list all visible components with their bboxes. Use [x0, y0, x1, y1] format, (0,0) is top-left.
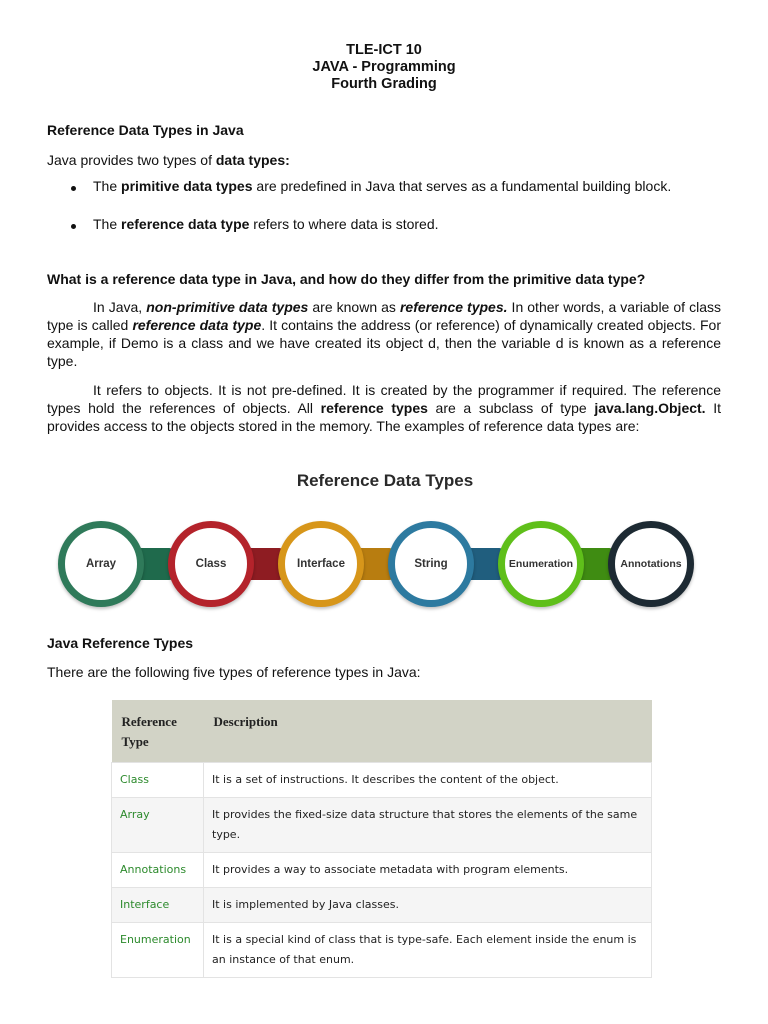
table-row — [112, 763, 652, 798]
section-title-question: What is a reference data type in Java, and how do they differ from the primitive data type? — [47, 271, 646, 287]
column-header-description: Description — [204, 700, 652, 763]
document-header — [0, 42, 768, 93]
diagram-node-enumeration: Enumeration — [498, 521, 584, 607]
type-cell: Annotations — [112, 853, 204, 888]
section-title-reference-data-types: Reference Data Types in Java — [47, 122, 244, 138]
reference-types-table — [111, 700, 652, 978]
five-types-paragraph: There are the following five types of reference types in Java: — [47, 664, 421, 680]
bullet-primitive: The primitive data types are predefined in Java that serves as a fundamental building block. — [93, 178, 672, 194]
table-row — [112, 923, 652, 978]
diagram-node-interface: Interface — [278, 521, 364, 607]
diagram-node-class: Class — [168, 521, 254, 607]
reference-data-types-diagram — [55, 465, 705, 615]
diagram-title: Reference Data Types — [296, 471, 474, 490]
description-cell: It is a set of instructions. It describes the content of the object. — [204, 763, 652, 798]
diagram-node-array: Array — [58, 521, 144, 607]
diagram-node-annotations: Annotations — [608, 521, 694, 607]
table-row — [112, 888, 652, 923]
type-cell: Enumeration — [112, 923, 204, 978]
paragraph-non-primitive: In Java, non-primitive data types are known as reference types. In other words, a variable of class type is called reference data type. It contains the address (or reference) of dynamically created objects. For example, if Demo is a class and we have created its object d, then the variable d is known as a reference type. — [47, 299, 721, 369]
type-cell: Interface — [112, 888, 204, 923]
intro-paragraph: Java provides two types of data types: — [47, 152, 290, 168]
table-header-row — [112, 700, 652, 763]
paragraph-refers-to-objects: It refers to objects. It is not pre-defined. It is created by the programmer if required. The reference types hold the references of objects. All reference types are a subclass of type java.lang.Object. It provides access to the objects stored in the memory. The examples of reference data types are: — [47, 382, 721, 434]
subject-title: JAVA - Programming — [312, 59, 456, 75]
description-cell: It is a special kind of class that is type-safe. Each element inside the enum is an instance of that enum. — [204, 923, 652, 978]
diagram-node-string: String — [388, 521, 474, 607]
grading-period: Fourth Grading — [331, 76, 437, 92]
bullet-icon — [71, 186, 76, 191]
bullet-reference: The reference data type refers to where data is stored. — [93, 216, 439, 232]
type-cell: Array — [112, 798, 204, 853]
description-cell: It provides the fixed-size data structure that stores the elements of the same type. — [204, 798, 652, 853]
bullet-icon — [71, 224, 76, 229]
description-cell: It is implemented by Java classes. — [204, 888, 652, 923]
course-title: TLE-ICT 10 — [346, 42, 422, 58]
description-cell: It provides a way to associate metadata with program elements. — [204, 853, 652, 888]
section-title-java-reference-types: Java Reference Types — [47, 635, 194, 651]
table-row — [112, 798, 652, 853]
column-header-type: Reference Type — [112, 700, 204, 763]
type-cell: Class — [112, 763, 204, 798]
table-row — [112, 853, 652, 888]
